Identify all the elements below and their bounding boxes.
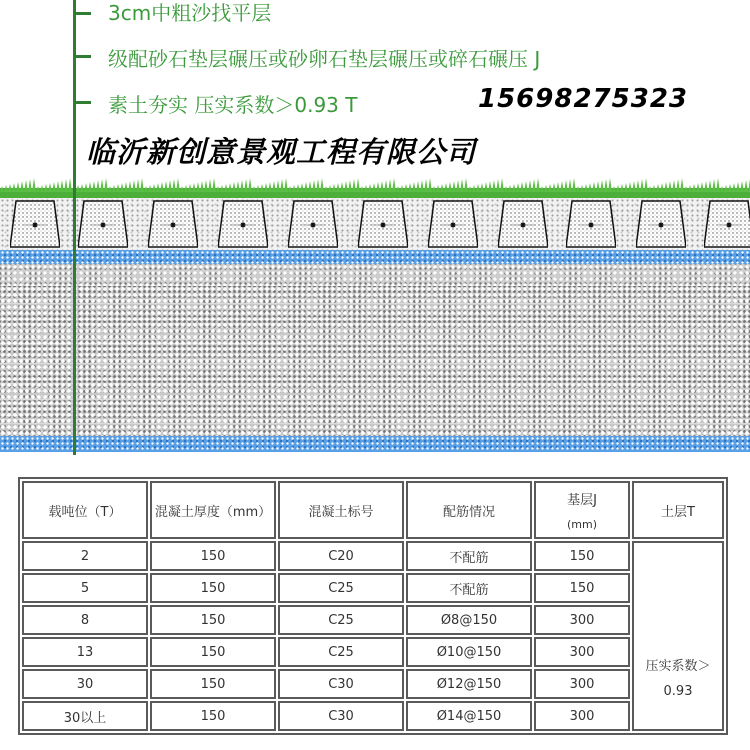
- cell-rebar: Ø12@150: [406, 669, 532, 699]
- cell-rebar: Ø10@150: [406, 637, 532, 667]
- gravel-base-layer: [0, 286, 750, 436]
- cell-thickness: 150: [150, 669, 276, 699]
- cell-thickness: 150: [150, 701, 276, 731]
- table-header-row: [22, 481, 724, 539]
- cell-grade: C25: [278, 637, 404, 667]
- cell-grade: C25: [278, 605, 404, 635]
- cell-load: 13: [22, 637, 148, 667]
- cell-grade: C25: [278, 573, 404, 603]
- concrete-paver-block: [636, 200, 686, 248]
- concrete-paver-block: [428, 200, 478, 248]
- cell-base: 300: [534, 701, 630, 731]
- leader-tick: [73, 12, 91, 15]
- cell-base: 150: [534, 573, 630, 603]
- concrete-paver-block: [148, 200, 198, 248]
- soil-note-cell: [632, 541, 724, 731]
- table-row: [22, 669, 724, 699]
- cell-base: 150: [534, 541, 630, 571]
- concrete-paver-block: [566, 200, 616, 248]
- soil-note-value: 0.93: [663, 684, 693, 699]
- table-row: [22, 541, 724, 571]
- phone-number: 15698275323: [478, 84, 688, 114]
- label-base-layer: 级配砂石垫层碾压或砂卵石垫层碾压或碎石碾压 J: [108, 47, 541, 71]
- concrete-paver-block: [498, 200, 548, 248]
- leader-tick: [73, 55, 91, 58]
- soil-note-label: 压实系数＞: [645, 659, 711, 674]
- cell-load: 2: [22, 541, 148, 571]
- subgrade-band: [0, 436, 750, 452]
- cell-grade: C20: [278, 541, 404, 571]
- header-rebar: 配筋情况: [406, 481, 532, 539]
- table-row: [22, 701, 724, 731]
- header-soil: 土层T: [632, 481, 724, 539]
- cell-thickness: 150: [150, 541, 276, 571]
- cell-rebar: Ø14@150: [406, 701, 532, 731]
- leader-tick: [73, 101, 91, 104]
- table-row: [22, 637, 724, 667]
- company-name: 临沂新创意景观工程有限公司: [86, 135, 477, 169]
- gravel-top-band: [0, 264, 750, 288]
- spec-table: [18, 477, 728, 735]
- header-thickness: 混凝土厚度（mm）: [150, 481, 276, 539]
- sand-leveling-band: [0, 250, 750, 264]
- cell-grade: C30: [278, 701, 404, 731]
- table-row: [22, 573, 724, 603]
- concrete-paver-block: [10, 200, 60, 248]
- concrete-paver-block: [358, 200, 408, 248]
- cell-load: 30以上: [22, 701, 148, 731]
- concrete-paver-block: [288, 200, 338, 248]
- cell-base: 300: [534, 605, 630, 635]
- cell-load: 30: [22, 669, 148, 699]
- cell-load: 5: [22, 573, 148, 603]
- cell-rebar: 不配筋: [406, 573, 532, 603]
- header-grade: 混凝土标号: [278, 481, 404, 539]
- cell-thickness: 150: [150, 573, 276, 603]
- cell-rebar: Ø8@150: [406, 605, 532, 635]
- concrete-paver-block: [78, 200, 128, 248]
- header-base: [534, 481, 630, 539]
- label-sand-layer: 3cm中粗沙找平层: [108, 1, 272, 25]
- cell-base: 300: [534, 669, 630, 699]
- cell-grade: C30: [278, 669, 404, 699]
- cell-load: 8: [22, 605, 148, 635]
- cell-thickness: 150: [150, 637, 276, 667]
- header-base-label: 基层J: [567, 493, 597, 508]
- header-base-unit: (mm): [566, 518, 597, 531]
- grass-strip: [0, 178, 750, 200]
- table-row: [22, 605, 724, 635]
- concrete-paver-block: [704, 200, 750, 248]
- cell-thickness: 150: [150, 605, 276, 635]
- cell-base: 300: [534, 637, 630, 667]
- header-load: 载吨位（T）: [22, 481, 148, 539]
- leader-line: [73, 0, 76, 455]
- concrete-paver-block: [218, 200, 268, 248]
- label-subgrade-layer: 素土夯实 压实系数＞0.93 T: [108, 93, 358, 117]
- cell-rebar: 不配筋: [406, 541, 532, 571]
- pavement-cross-section: [0, 178, 750, 458]
